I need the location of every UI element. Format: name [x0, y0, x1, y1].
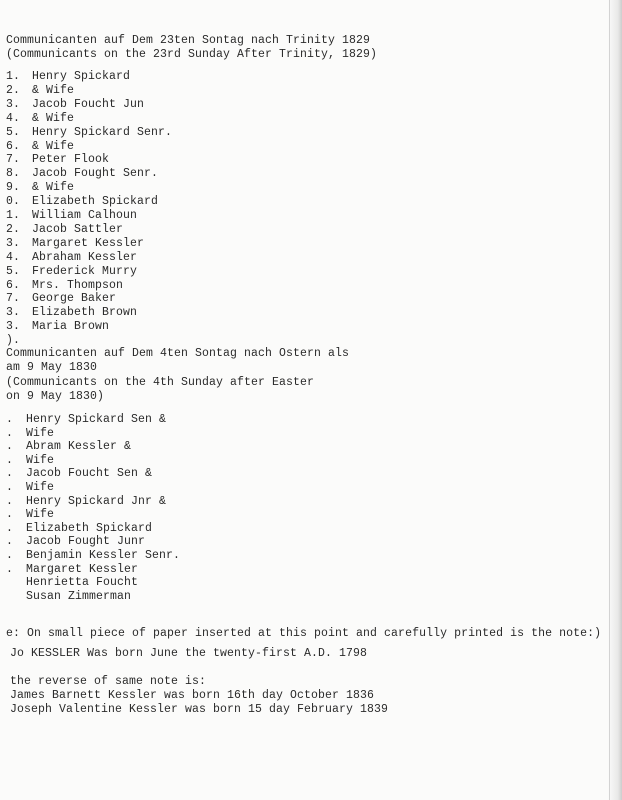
section1-entry-name: Peter Flook	[32, 153, 110, 167]
section1-entry-name: Jacob Fought Senr.	[32, 167, 159, 181]
section1-entry	[6, 319, 109, 334]
section2-entry-name: Elizabeth Spickard	[26, 521, 153, 535]
section1-entry-number: 3.	[6, 236, 21, 250]
section2-entry-name: Henrietta Foucht	[26, 576, 139, 590]
section2-title-english-1: (Communicants on the 4th Sunday after Easter	[6, 376, 315, 389]
section2-entry-name: Jacob Foucht Sen &	[26, 467, 153, 481]
section1-entry-number: 8.	[6, 167, 21, 181]
section2-entry-name: Wife	[26, 426, 55, 440]
section1-entry	[6, 291, 116, 306]
section2-entry-name: Margaret Kessler	[26, 562, 139, 576]
section1-entry	[6, 250, 137, 265]
section2-entry-number: .	[6, 467, 14, 481]
section2-entry-name: Susan Zimmerman	[26, 589, 132, 603]
section1-entry	[6, 278, 123, 293]
section1-entry	[6, 125, 172, 140]
section1-entry-number: 3.	[6, 320, 21, 334]
section2-entry-number: .	[6, 440, 14, 454]
section1-entry	[6, 333, 32, 348]
section1-entry-number: 6.	[6, 139, 21, 153]
section2-entry-number: .	[6, 413, 14, 426]
section2-entry-number: .	[6, 549, 14, 562]
section2-entry-name: Benjamin Kessler Senr.	[26, 549, 181, 562]
section1-entry-number: 4.	[6, 250, 21, 264]
section1-entry-name: Elizabeth Spickard	[32, 195, 159, 209]
section1-entry-number: 4.	[6, 111, 21, 125]
note-line-2: Jo KESSLER Was born June the twenty-first A.D. 1798	[10, 647, 368, 660]
section1-entry-name: Maria Brown	[32, 320, 110, 334]
section1-entry	[6, 166, 158, 181]
note-line-5: Joseph Valentine Kessler was born 15 day February 1839	[10, 703, 389, 716]
section2-entry-name: Wife	[26, 508, 55, 522]
section1-entry-number: 7.	[6, 153, 21, 167]
section1-entry-name: Jacob Foucht Jun	[32, 97, 145, 111]
section1-entry-number: ).	[6, 334, 21, 348]
section2-entry-name: Wife	[26, 481, 55, 494]
section1-entry	[6, 180, 74, 195]
section1-entry-number: 2.	[6, 83, 21, 97]
section1-entry-name: & Wife	[32, 83, 75, 97]
section1-entry-number: 1.	[6, 209, 21, 222]
note-line-4: James Barnett Kessler was born 16th day October 1836	[10, 689, 375, 702]
section1-entry-name: Jacob Sattler	[32, 222, 124, 236]
section1-entry	[6, 152, 109, 167]
section1-entry-number: 2.	[6, 222, 21, 236]
section2-entry-number: .	[6, 481, 14, 494]
page-edge-shadow	[608, 0, 622, 800]
section2-entry-name: Henry Spickard Sen &	[26, 413, 167, 426]
section1-entry-name: Frederick Murry	[32, 264, 138, 278]
note-line-1: e: On small piece of paper inserted at this point and carefully printed is the note:)	[6, 627, 602, 640]
section1-entry-number: 5.	[6, 264, 21, 278]
section1-entry	[6, 208, 137, 223]
section2-entry-name: Wife	[26, 453, 55, 467]
section1-title-german: Communicanten auf Dem 23ten Sontag nach Trinity 1829	[6, 34, 371, 47]
section2-entry-name: Jacob Fought Junr	[26, 535, 146, 549]
section2-entry-name: Abram Kessler &	[26, 440, 132, 454]
section1-entry-name: & Wife	[32, 139, 75, 153]
section1-entry	[6, 83, 74, 98]
section1-entry	[6, 97, 144, 112]
section1-entry	[6, 194, 158, 209]
section1-entry-number: 1.	[6, 70, 21, 83]
section2-entry-number: .	[6, 535, 14, 549]
note-line-3: the reverse of same note is:	[10, 675, 207, 688]
section1-entry-name: William Calhoun	[32, 209, 138, 222]
section1-entry-number: 0.	[6, 195, 21, 209]
section1-entry	[6, 305, 137, 320]
section1-entry-number: 7.	[6, 292, 21, 306]
section1-entry-name: Henry Spickard Senr.	[32, 125, 173, 139]
section1-title-english: (Communicants on the 23rd Sunday After Trinity, 1829)	[6, 48, 378, 61]
section1-entry	[6, 69, 130, 84]
section2-entry-number: .	[6, 521, 14, 535]
section2-title-german-1: Communicanten auf Dem 4ten Sontag nach Ostern als	[6, 347, 350, 360]
section2-entry-number: .	[6, 562, 14, 576]
section2-entry-name: Henry Spickard Jnr &	[26, 494, 167, 508]
section1-entry-name: Mrs. Thompson	[32, 278, 124, 292]
section1-entry	[6, 222, 123, 237]
section1-entry-name: & Wife	[32, 111, 75, 125]
section1-entry-name: Abraham Kessler	[32, 250, 138, 264]
section2-entry-number: .	[6, 426, 14, 440]
section1-entry-name: Henry Spickard	[32, 70, 131, 83]
section1-entry-number: 6.	[6, 278, 21, 292]
section2-entry-number: .	[6, 508, 14, 522]
section1-entry-number: 5.	[6, 125, 21, 139]
section1-entry-name: & Wife	[32, 181, 75, 195]
section1-entry	[6, 236, 144, 251]
section2-title-english-2: on 9 May 1830)	[6, 390, 105, 403]
section1-entry-number: 9.	[6, 181, 21, 195]
section1-entry-number: 3.	[6, 306, 21, 320]
section1-entry	[6, 111, 74, 126]
section1-entry-number: 3.	[6, 97, 21, 111]
section2-entry-number: .	[6, 453, 14, 467]
section1-entry	[6, 139, 74, 154]
section2-title-german-2: am 9 May 1830	[6, 361, 98, 374]
section1-entry-name: Margaret Kessler	[32, 236, 145, 250]
section1-entry	[6, 264, 137, 279]
section2-entry	[6, 589, 131, 604]
section1-entry-name: Elizabeth Brown	[32, 306, 138, 320]
section2-entry-number: .	[6, 494, 14, 508]
section1-entry-name: George Baker	[32, 292, 117, 306]
